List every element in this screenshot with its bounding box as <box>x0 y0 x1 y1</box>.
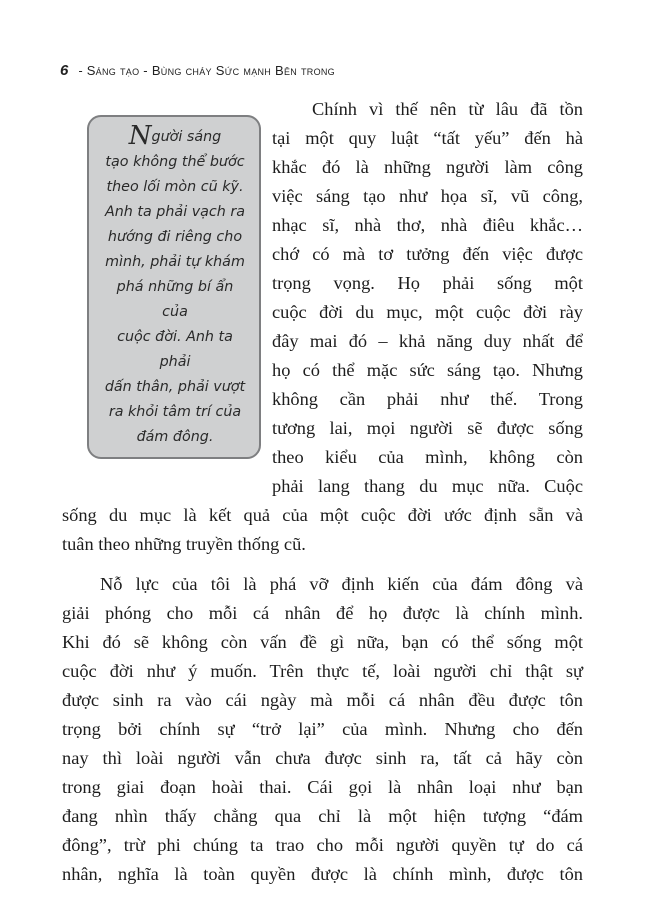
pull-quote-line: tạo không thể bước <box>105 154 245 170</box>
body-line: trọng bởi chính sự “trở lại” của mình. Nhưng cho đến <box>62 719 583 739</box>
pull-quote-line: Anh ta phải vạch ra <box>104 204 246 220</box>
pull-quote-line: theo lối mòn cũ kỹ. <box>106 179 244 195</box>
pull-quote-text <box>103 121 247 450</box>
body-line: cuộc đời như ý muốn. Trên thực tế, loài người chỉ thật sự <box>62 661 583 681</box>
body-line: tại một quy luật “tất yếu” đến hà <box>272 128 583 148</box>
body-line: Khi đó sẽ không còn vấn đề gì nữa, bạn có thể sống một <box>62 632 583 652</box>
body-line: Chính vì thế nên từ lâu đã tồn <box>312 99 583 119</box>
pull-quote-line: mình, phải tự khám <box>105 254 245 270</box>
running-header <box>60 62 335 79</box>
body-line: nhạc sĩ, nhà thơ, nhà điêu khắc… <box>272 215 583 235</box>
body-line: giải phóng cho mỗi cá nhân để họ được là chính mình. <box>62 603 583 623</box>
body-line: đây mai đó – khả năng duy nhất để <box>272 331 583 351</box>
pull-quote-line: dấn thân, phải vượt <box>104 379 246 395</box>
body-line: nhân, nghĩa là toàn quyền được là chính mình, được tôn <box>62 864 583 884</box>
body-line: việc sáng tạo như họa sĩ, vũ công, <box>272 186 583 206</box>
body-line: đang nhìn thấy chẳng qua chỉ là một hiện tượng “đám <box>62 806 583 826</box>
body-line: theo kiểu của mình, không còn <box>272 447 583 467</box>
body-line: tương lai, mọi người sẽ được sống <box>272 418 583 438</box>
body-line: phải lang thang du mục nữa. Cuộc <box>272 476 583 496</box>
pull-quote-line: hướng đi riêng cho <box>107 229 243 245</box>
body-line: cuộc đời du mục, một cuộc đời rày <box>272 302 583 322</box>
body-line: Nỗ lực của tôi là phá vỡ định kiến của đám đông và <box>100 574 583 594</box>
body-line: không cần phải như thế. Trong <box>272 389 583 409</box>
body-line: chớ có mà tơ tưởng đến việc được <box>272 244 583 264</box>
body-line: trọng vọng. Họ phải sống một <box>272 273 583 293</box>
body-line: nay thì loài người vẫn chưa được sinh ra, tất cả hãy còn <box>62 748 583 768</box>
pull-quote-line: Người sáng <box>128 121 222 151</box>
page-number: 6 <box>60 62 69 79</box>
book-title: Sáng tạo - Bùng cháy Sức mạnh Bên trong <box>86 63 335 78</box>
pull-quote-line: phá những bí ẩn của <box>116 279 234 320</box>
pull-quote-line: cuộc đời. Anh ta phải <box>117 329 233 370</box>
body-line: trong giai đoạn hoài thai. Cái gọi là nhân loại như bạn <box>62 777 583 797</box>
header-separator: - <box>78 64 83 78</box>
body-line: họ có thể mặc sức sáng tạo. Nhưng <box>272 360 583 380</box>
pull-quote-line: ra khỏi tâm trí của <box>108 404 242 420</box>
pull-quote-line: đám đông. <box>136 429 214 445</box>
body-line: đông”, trừ phi chúng ta trao cho mỗi người quyền tự do cá <box>62 835 583 855</box>
body-line: tuân theo những truyền thống cũ. <box>62 534 306 554</box>
body-line: được sinh ra vào cái ngày mà mỗi cá nhân đều được tôn <box>62 690 583 710</box>
body-line: sống du mục là kết quả của một cuộc đời ước định sẵn và <box>62 505 583 525</box>
pull-quote-dropcap: N <box>128 121 152 151</box>
body-line: khắc đó là những người làm công <box>272 157 583 177</box>
